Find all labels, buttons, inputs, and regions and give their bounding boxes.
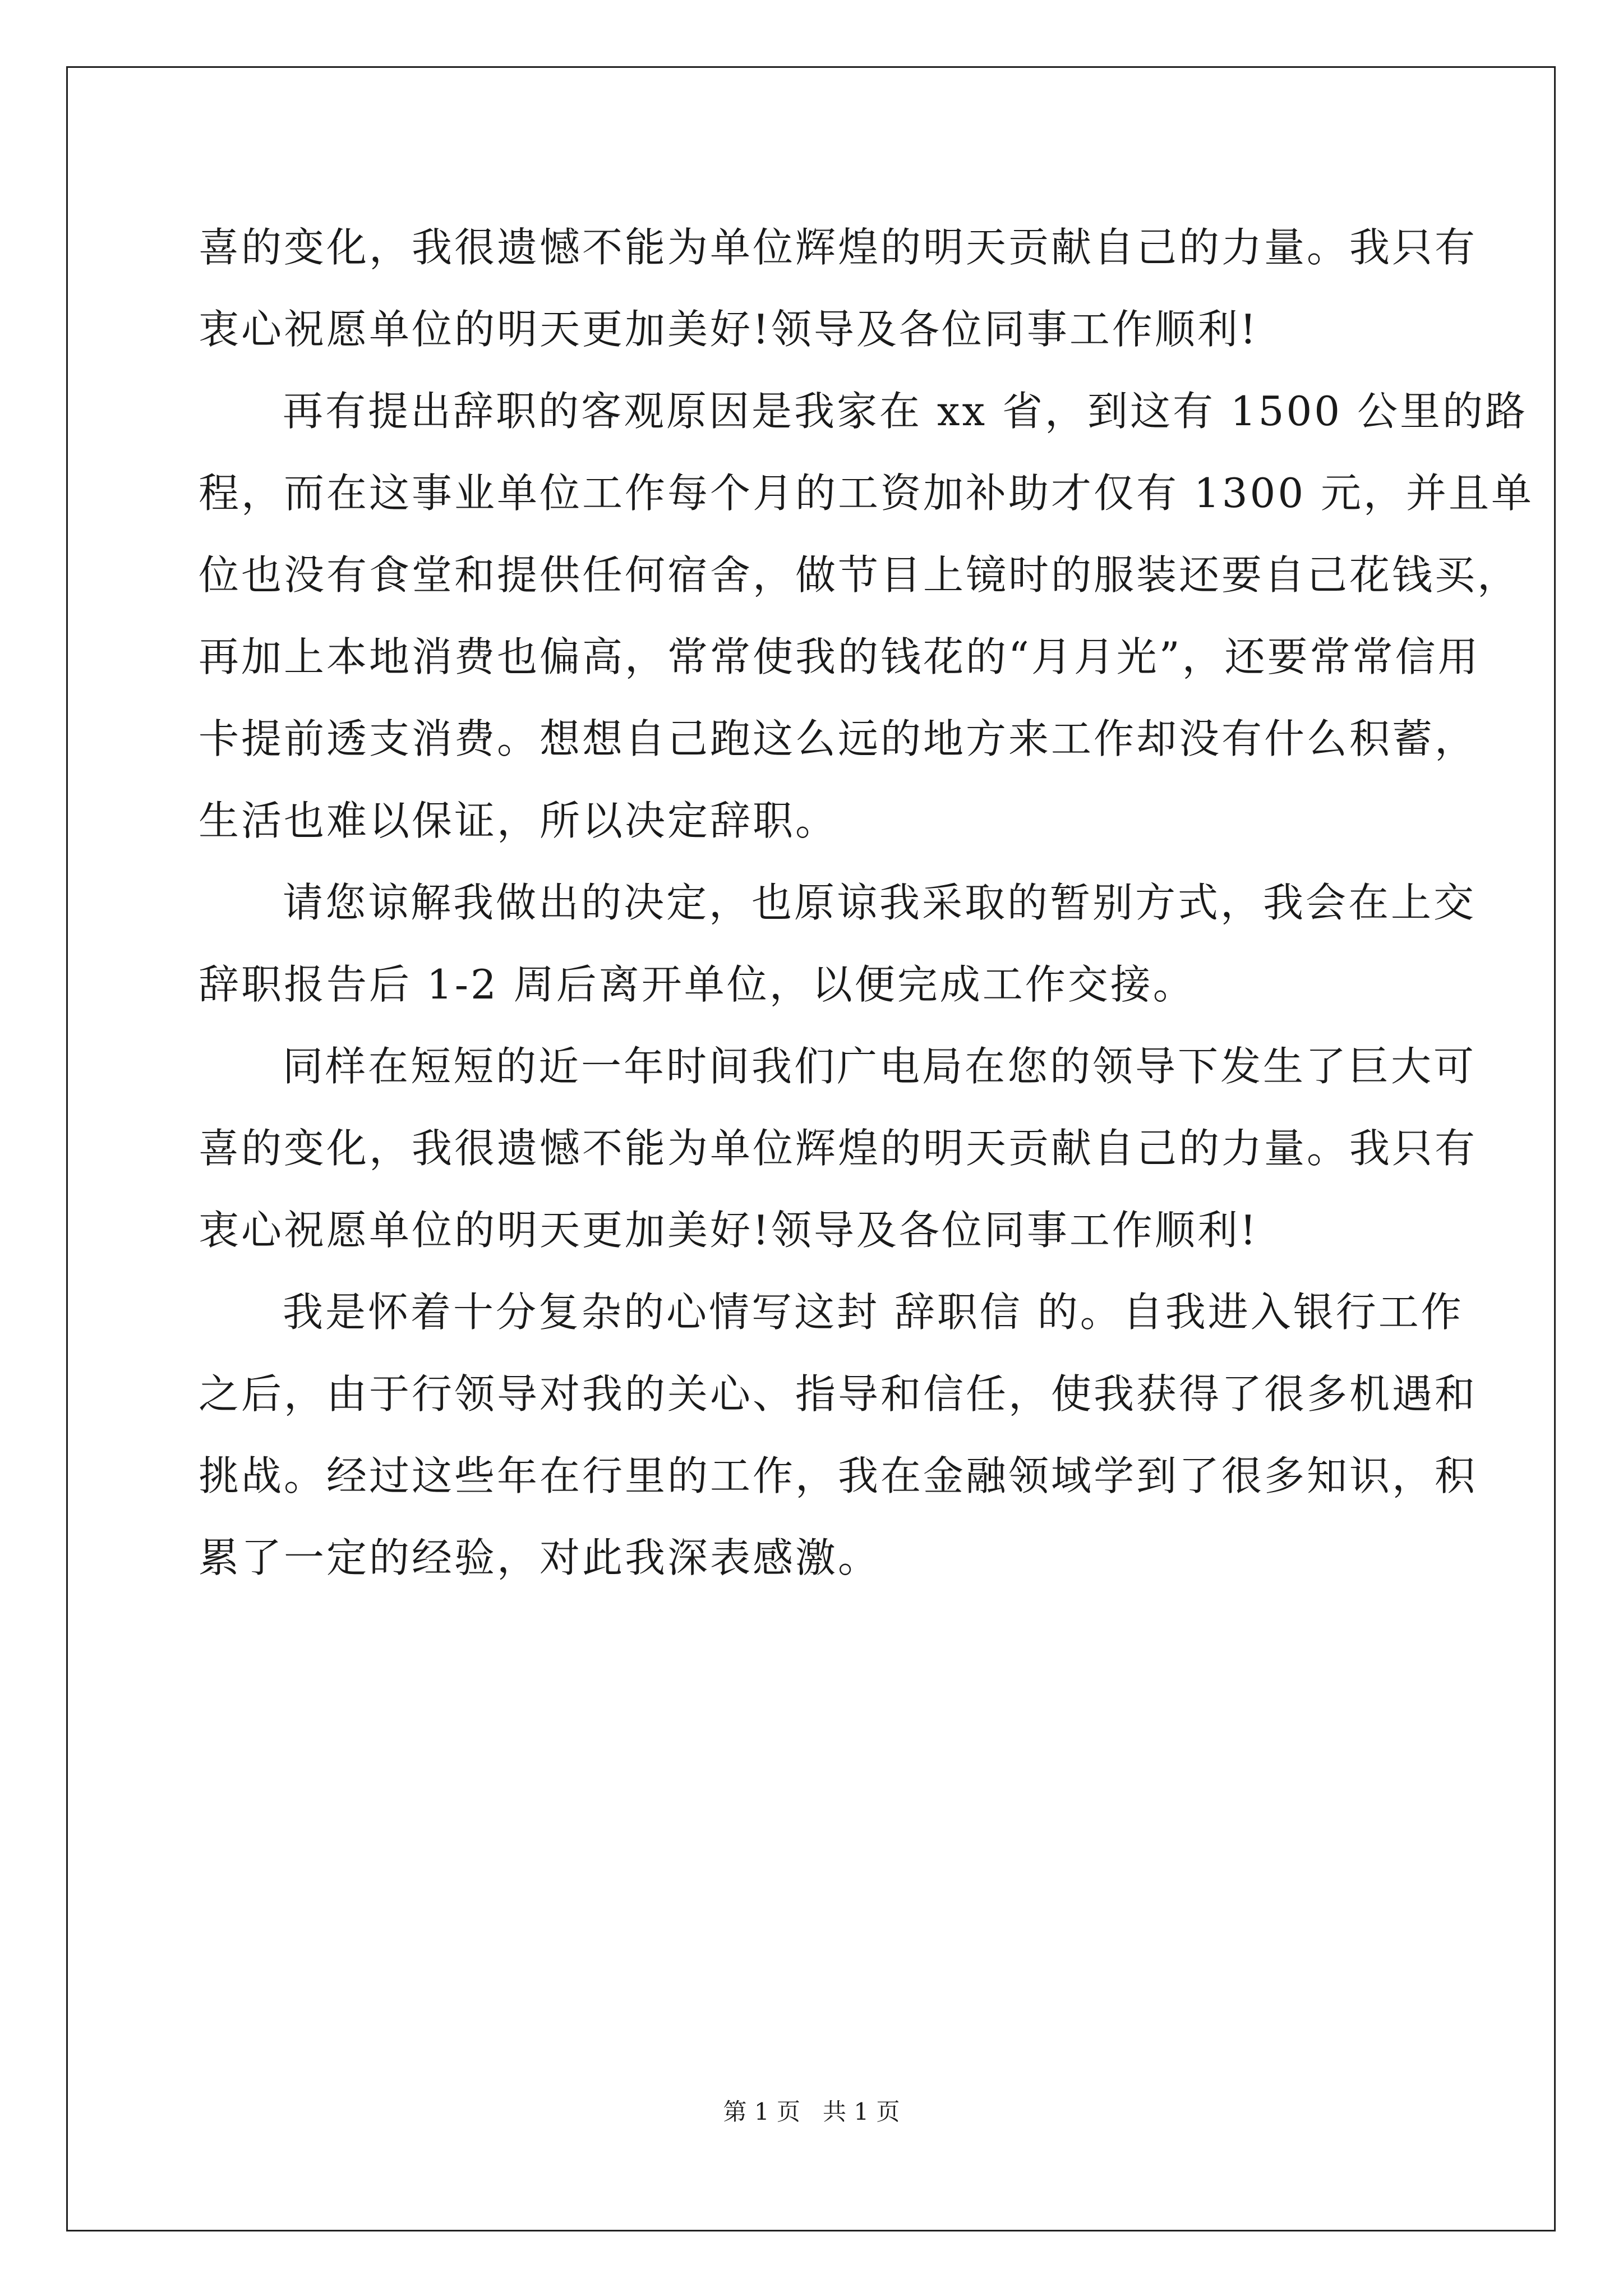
text-line: 再有提出辞职的客观原因是我家在 xx 省，到这有 1500 公里的路 <box>283 388 1528 435</box>
document-body <box>199 206 1534 1599</box>
text-line: 请您谅解我做出的决定，也原谅我采取的暂别方式，我会在上交 <box>283 879 1477 926</box>
page-number: 第 1 页 <box>723 2098 800 2125</box>
text-line: 挑战。经过这些年在行里的工作，我在金融领域学到了很多知识，积 <box>199 1452 1478 1499</box>
text-line: 衷心祝愿单位的明天更加美好!领导及各位同事工作顺利! <box>199 1207 1258 1254</box>
text-line: 生活也难以保证，所以决定辞职。 <box>199 797 838 844</box>
text-line: 喜的变化，我很遗憾不能为单位辉煌的明天贡献自己的力量。我只有 <box>199 1125 1478 1172</box>
page-footer <box>0 2095 1623 2129</box>
text-line: 同样在短短的近一年时间我们广电局在您的领导下发生了巨大可 <box>283 1043 1477 1090</box>
text-line: 程，而在这事业单位工作每个月的工资加补助才仅有 1300 元，并且单 <box>199 470 1534 517</box>
text-line: 再加上本地消费也偏高，常常使我的钱花的“月月光”，还要常常信用 <box>199 633 1481 680</box>
page-total: 共 1 页 <box>823 2098 900 2125</box>
text-line: 卡提前透支消费。想想自己跑这么远的地方来工作却没有什么积蓄， <box>199 715 1478 762</box>
text-line: 位也没有食堂和提供任何宿舍，做节目上镜时的服装还要自己花钱买， <box>199 551 1520 599</box>
text-line: 累了一定的经验，对此我深表感激。 <box>199 1534 881 1581</box>
text-line: 辞职报告后 1-2 周后离开单位，以便完成工作交接。 <box>199 961 1196 1008</box>
text-line: 喜的变化，我很遗憾不能为单位辉煌的明天贡献自己的力量。我只有 <box>199 224 1478 271</box>
text-line: 我是怀着十分复杂的心情写这封 辞职信 的。自我进入银行工作 <box>283 1289 1464 1336</box>
text-line: 之后，由于行领导对我的关心、指导和信任，使我获得了很多机遇和 <box>199 1370 1478 1418</box>
text-line: 衷心祝愿单位的明天更加美好!领导及各位同事工作顺利! <box>199 306 1258 353</box>
